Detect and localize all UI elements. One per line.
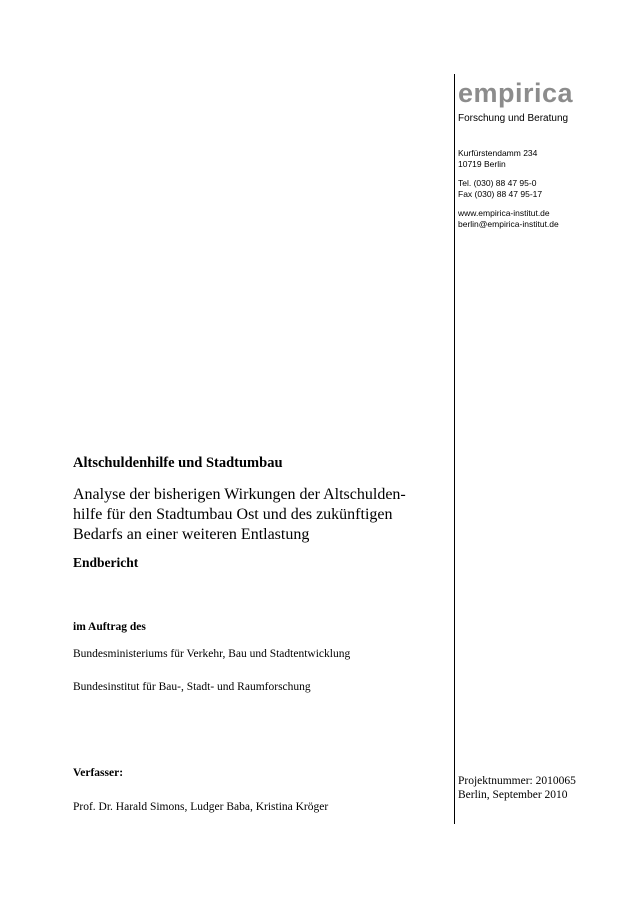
place-date: Berlin, September 2010 xyxy=(458,789,568,801)
phone-number: Tel. (030) 88 47 95-0 xyxy=(458,178,537,188)
report-type: Endbericht xyxy=(73,555,139,570)
web-block xyxy=(458,208,638,229)
website-link[interactable]: www.empirica-institut.de xyxy=(458,208,550,218)
project-info xyxy=(458,774,576,802)
email-link[interactable]: berlin@empirica-institut.de xyxy=(458,218,559,229)
client-ministry: Bundesministeriums für Verkehr, Bau und Stadtentwicklung xyxy=(73,648,351,660)
client-institute: Bundesinstitut für Bau-, Stadt- und Raumforschung xyxy=(73,681,311,693)
address-block xyxy=(458,148,638,169)
authors-label: Verfasser: xyxy=(73,767,124,779)
fax-number: Fax (030) 88 47 95-17 xyxy=(458,188,543,199)
address-street: Kurfürstendamm 234 xyxy=(458,148,538,158)
publisher-sidebar xyxy=(458,78,638,229)
commission-label: im Auftrag des xyxy=(73,621,146,633)
document-subtitle: Analyse der bisherigen Wirkungen der Altschulden- hilfe für den Stadtumbau Ost und des zukünftigen Bedarfs an einer weiteren Entlastung xyxy=(73,486,406,543)
contact-block xyxy=(458,178,638,199)
brand-tagline: Forschung und Beratung xyxy=(458,113,569,124)
address-city: 10719 Berlin xyxy=(458,158,506,169)
brand-logo: empirica xyxy=(458,78,574,108)
vertical-divider xyxy=(454,74,455,824)
document-title: Altschuldenhilfe und Stadtumbau xyxy=(73,455,283,471)
project-number: Projektnummer: 2010065 xyxy=(458,775,576,787)
authors-list: Prof. Dr. Harald Simons, Ludger Baba, Kristina Kröger xyxy=(73,801,329,813)
